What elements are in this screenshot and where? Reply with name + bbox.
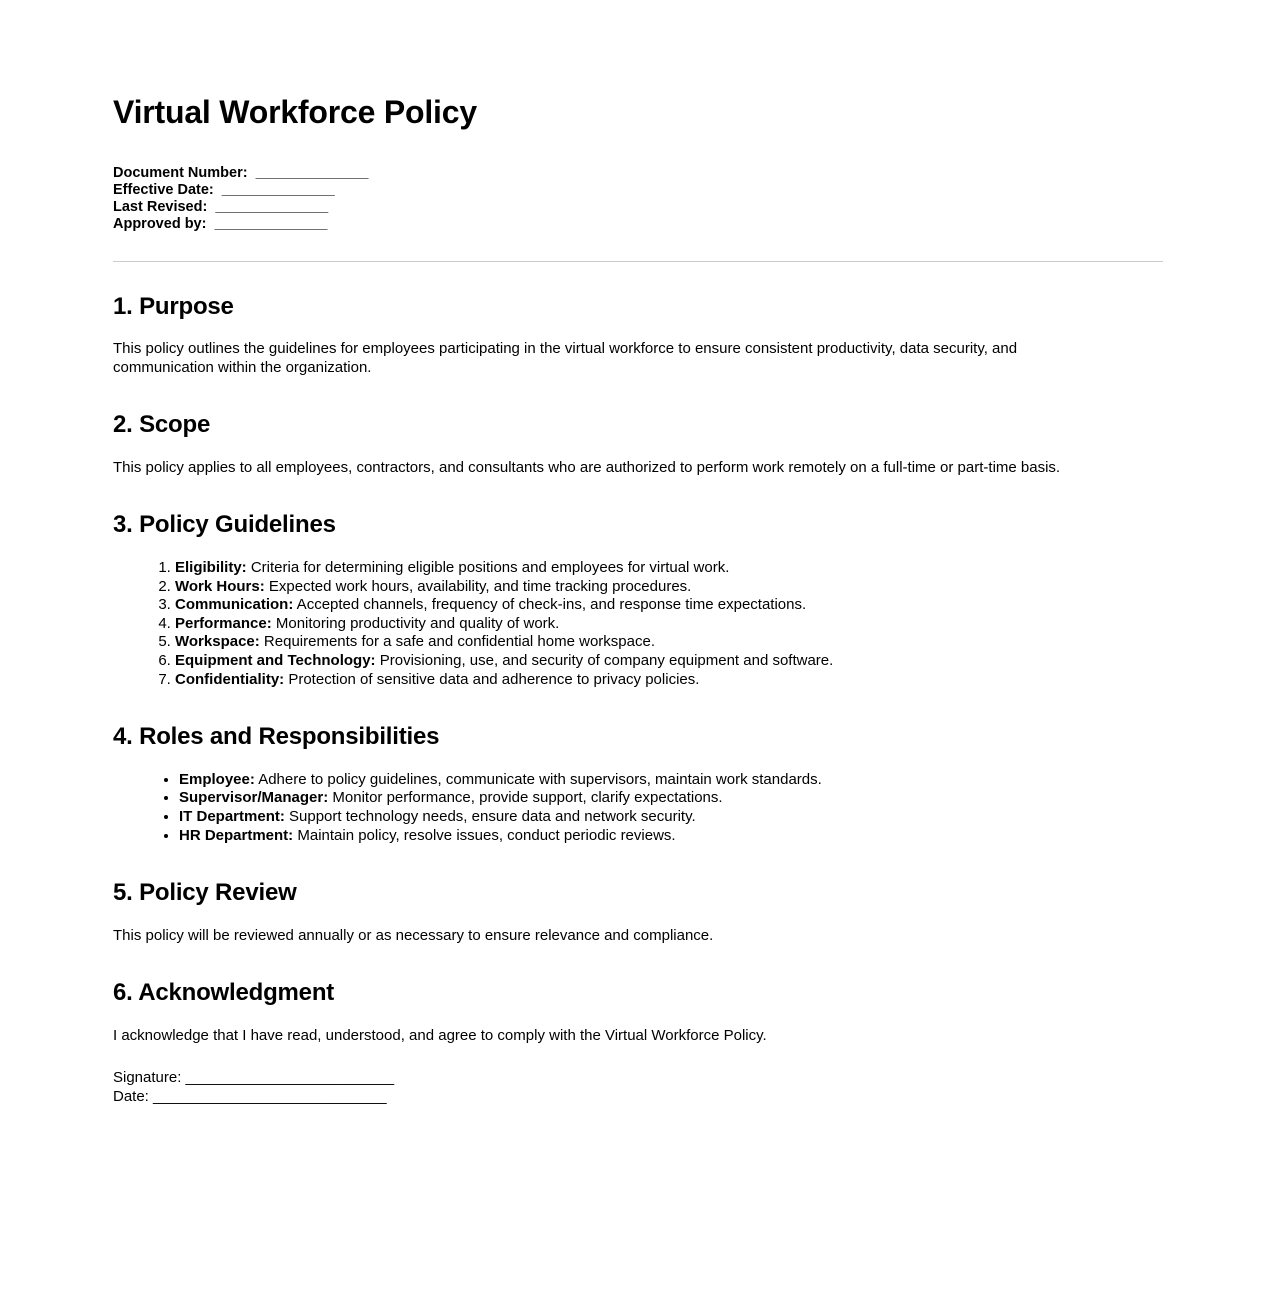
policy-guideline-item-text: Expected work hours, availability, and time tracking procedures. <box>264 577 692 595</box>
role-item <box>179 771 1163 790</box>
section-heading-acknowledgment: 6. Acknowledgment <box>113 979 335 1007</box>
section-heading-roles-responsibilities: 4. Roles and Responsibilities <box>113 723 440 751</box>
role-item-term: Employee: <box>179 770 255 788</box>
section-heading-scope: 2. Scope <box>113 411 211 439</box>
section-text-policy-review: This policy will be reviewed annually or as necessary to ensure relevance and compliance. <box>113 926 714 944</box>
role-item <box>179 789 1163 808</box>
section-roles-responsibilities <box>113 723 1163 845</box>
policy-guideline-item-term: Eligibility: <box>175 559 247 577</box>
policy-guideline-item-term: Confidentiality: <box>175 670 285 688</box>
policy-guideline-item-term: Communication: <box>175 596 294 614</box>
date-field-line[interactable]: Date: ____________________________ <box>113 1088 387 1106</box>
role-item-text: Support technology needs, ensure data and network security. <box>284 808 696 826</box>
policy-guideline-item-term: Work Hours: <box>175 577 265 595</box>
role-item-text: Maintain policy, resolve issues, conduct periodic reviews. <box>293 826 676 844</box>
policy-guideline-item <box>175 652 1163 671</box>
section-purpose <box>113 293 1163 378</box>
policy-guideline-item-text: Monitoring productivity and quality of work. <box>271 614 560 632</box>
metadata-document-number: Document Number: ______________ <box>113 164 369 181</box>
role-item <box>179 827 1163 846</box>
section-heading-policy-guidelines: 3. Policy Guidelines <box>113 511 336 539</box>
section-heading-purpose: 1. Purpose <box>113 292 234 320</box>
policy-guideline-item <box>175 615 1163 634</box>
policy-guideline-item-text: Requirements for a safe and confidential home workspace. <box>259 633 655 651</box>
policy-guideline-item <box>175 559 1163 578</box>
policy-guideline-item <box>175 596 1163 615</box>
policy-guideline-item-text: Provisioning, use, and security of company equipment and software. <box>375 652 834 670</box>
metadata-effective-date: Effective Date: ______________ <box>113 181 335 198</box>
header-divider <box>113 261 1163 262</box>
document-metadata-block <box>113 165 1163 233</box>
metadata-approved-by: Approved by: ______________ <box>113 215 328 232</box>
policy-guideline-item-text: Criteria for determining eligible positions and employees for virtual work. <box>246 559 730 577</box>
section-acknowledgment <box>113 979 1163 1106</box>
policy-guideline-item <box>175 671 1163 690</box>
role-item <box>179 808 1163 827</box>
policy-guideline-item <box>175 633 1163 652</box>
metadata-last-revised: Last Revised: ______________ <box>113 198 329 215</box>
section-policy-guidelines <box>113 511 1163 689</box>
policy-guideline-item-term: Performance: <box>175 614 272 632</box>
signature-field-line[interactable]: Signature: _________________________ <box>113 1069 395 1087</box>
signature-block <box>113 1068 1163 1106</box>
section-policy-review <box>113 879 1163 945</box>
section-text-purpose: This policy outlines the guidelines for employees participating in the virtual workforce to ensure consistent productivity, data security, and communication within the organization. <box>113 340 1018 376</box>
role-item-term: Supervisor/Manager: <box>179 789 329 807</box>
section-scope <box>113 411 1163 477</box>
role-item-term: HR Department: <box>179 826 294 844</box>
section-heading-policy-review: 5. Policy Review <box>113 879 297 907</box>
policy-guideline-item-term: Equipment and Technology: <box>175 652 376 670</box>
role-item-text: Adhere to policy guidelines, communicate with supervisors, maintain work standards. <box>254 770 822 788</box>
policy-guidelines-list <box>113 559 1163 689</box>
policy-guideline-item-text: Protection of sensitive data and adherence to privacy policies. <box>284 670 700 688</box>
role-item-text: Monitor performance, provide support, clarify expectations. <box>328 789 723 807</box>
section-text-acknowledgment: I acknowledge that I have read, understood, and agree to comply with the Virtual Workforce Policy. <box>113 1026 767 1044</box>
roles-responsibilities-list <box>113 771 1163 845</box>
page-title: Virtual Workforce Policy <box>113 94 477 130</box>
policy-guideline-item-term: Workspace: <box>175 633 260 651</box>
policy-guideline-item-text: Accepted channels, frequency of check-ins, and response time expectations. <box>293 596 807 614</box>
role-item-term: IT Department: <box>179 808 285 826</box>
section-text-scope: This policy applies to all employees, contractors, and consultants who are authorized to perform work remotely on a full-time or part-time basis. <box>113 458 1061 476</box>
policy-guideline-item <box>175 578 1163 597</box>
